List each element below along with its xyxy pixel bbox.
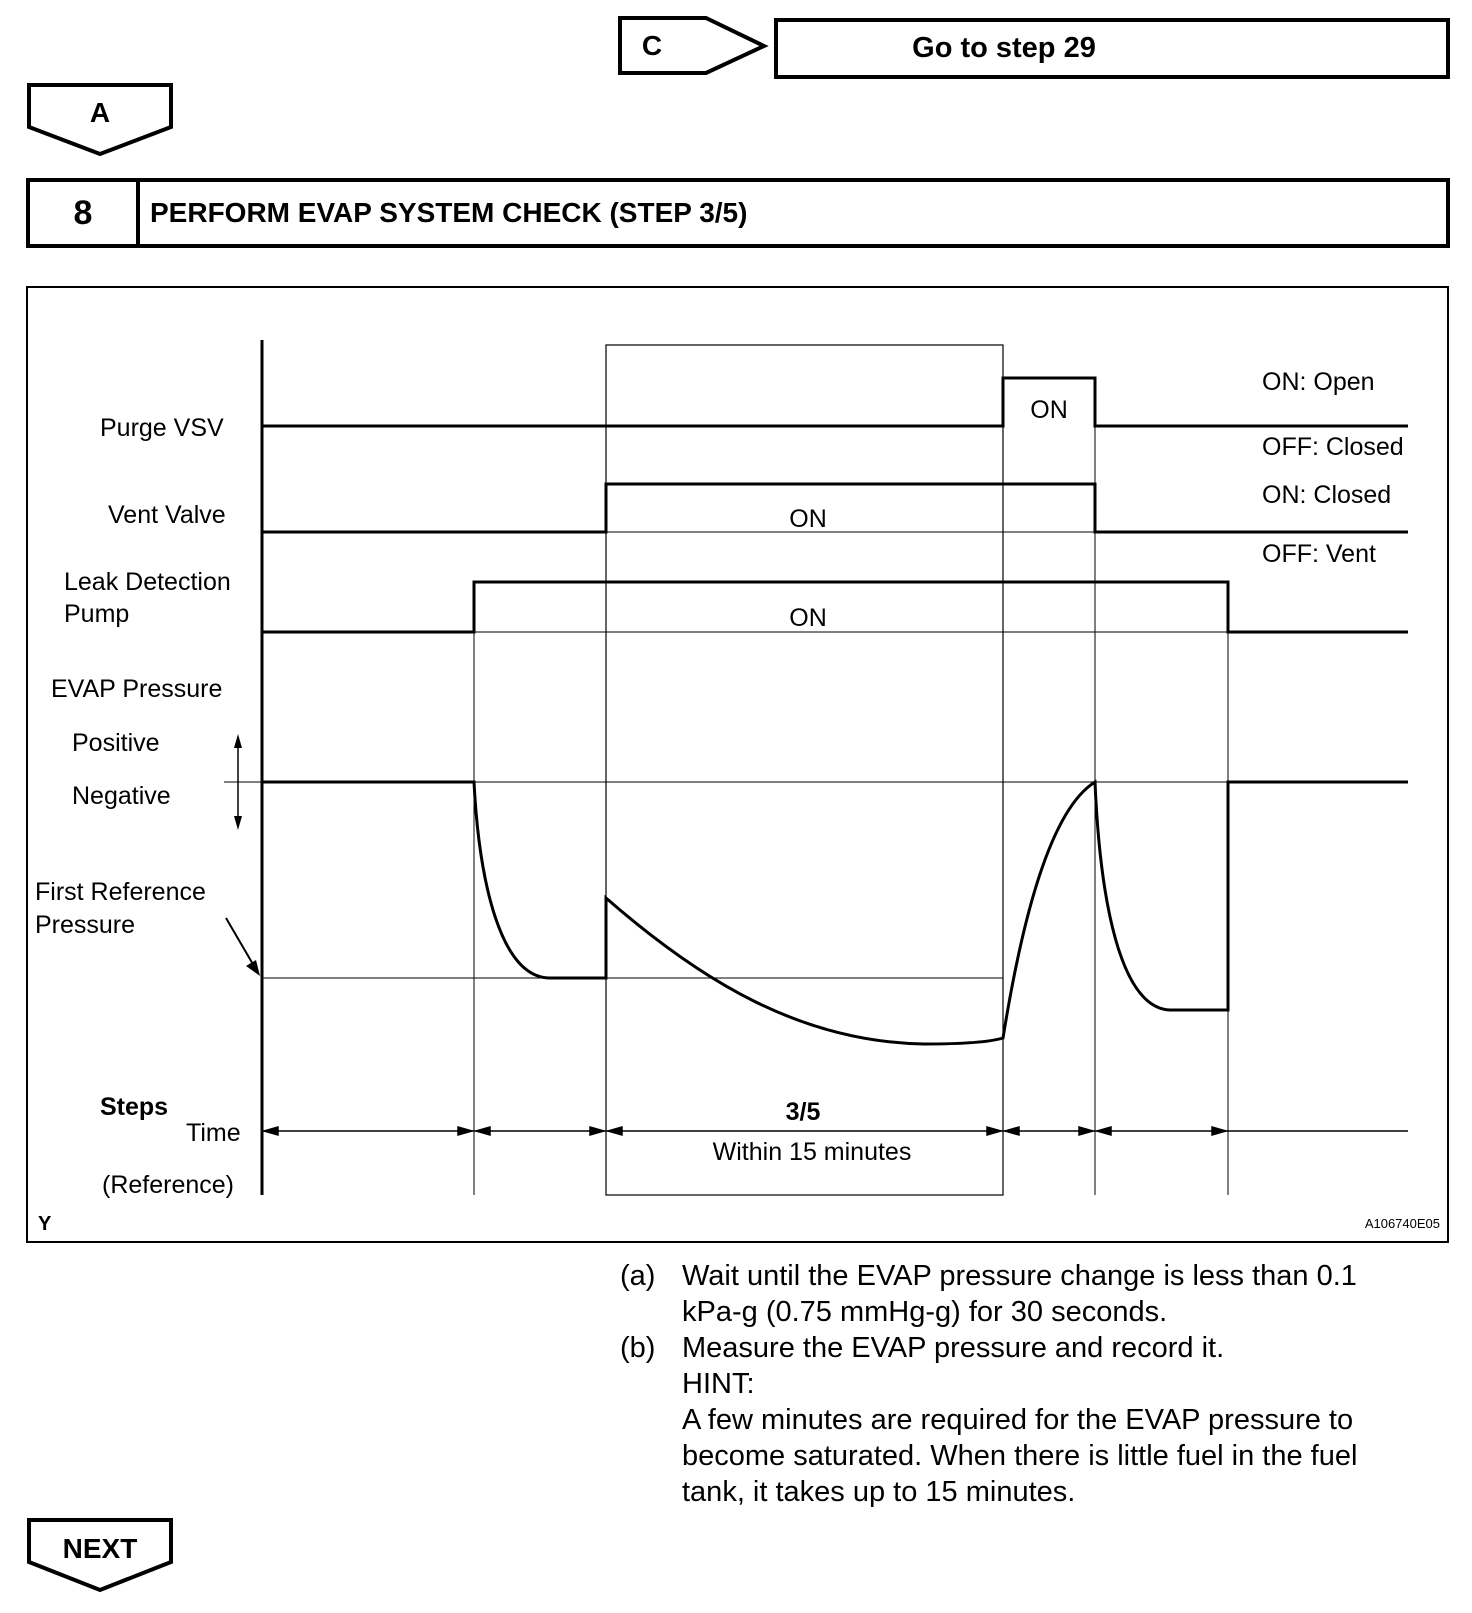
label-first-ref-1: First Reference — [35, 878, 206, 906]
step-title: PERFORM EVAP SYSTEM CHECK (STEP 3/5) — [150, 197, 748, 228]
go-to-step-label: Go to step 29 — [912, 32, 1096, 64]
instruction-line: Wait until the EVAP pressure change is less than 0.1 — [682, 1260, 1357, 1292]
instruction-line: become saturated. When there is little fuel in the fuel — [682, 1440, 1358, 1472]
timing-diagram — [27, 287, 1448, 1242]
label-purge-vsv: Purge VSV — [100, 414, 224, 442]
label-steps: Steps — [100, 1093, 169, 1121]
branch-c-label: C — [641, 30, 663, 61]
instruction-line: kPa-g (0.75 mmHg-g) for 30 seconds. — [682, 1296, 1168, 1328]
instruction-mark: (b) — [620, 1332, 656, 1364]
purge-on-label: ON — [1030, 396, 1068, 424]
legend-vent-on: ON: Closed — [1262, 481, 1392, 509]
label-reference: (Reference) — [102, 1171, 234, 1199]
next-button[interactable] — [29, 1520, 171, 1590]
branch-a-label: A — [89, 97, 111, 128]
legend-vent-off: OFF: Vent — [1262, 540, 1376, 568]
instruction-line: A few minutes are required for the EVAP pressure to — [682, 1404, 1354, 1436]
instruction-body — [682, 1330, 1420, 1510]
label-leak-pump-2: Pump — [64, 600, 130, 628]
instruction-body — [682, 1258, 1420, 1330]
step-header — [28, 180, 1448, 246]
branch-a-button[interactable] — [29, 85, 171, 154]
label-negative: Negative — [72, 782, 171, 810]
legend-purge-off: OFF: Closed — [1262, 433, 1404, 461]
vent-on-label: ON — [789, 505, 827, 533]
label-leak-pump-1: Leak Detection — [64, 568, 231, 596]
label-vent-valve: Vent Valve — [108, 501, 226, 529]
figure-id: A106740E05 — [1364, 1216, 1440, 1231]
step-window-duration: Within 15 minutes — [712, 1138, 912, 1166]
pump-on-label: ON — [789, 604, 827, 632]
label-first-ref-2: Pressure — [35, 911, 136, 939]
label-evap-pressure: EVAP Pressure — [51, 675, 223, 703]
legend-purge-on: ON: Open — [1262, 368, 1375, 396]
label-positive: Positive — [72, 729, 160, 757]
branch-c-button[interactable] — [620, 18, 764, 73]
step-number: 8 — [73, 194, 93, 232]
label-time: Time — [186, 1119, 241, 1147]
instruction-item-b — [620, 1330, 1420, 1510]
diagram-frame — [27, 287, 1448, 1242]
instructions — [620, 1258, 1420, 1510]
instruction-line: tank, it takes up to 15 minutes. — [682, 1476, 1076, 1508]
hint-label: HINT: — [682, 1368, 755, 1400]
next-label: NEXT — [62, 1533, 138, 1564]
instruction-line: Measure the EVAP pressure and record it. — [682, 1332, 1225, 1364]
instruction-item-a — [620, 1258, 1420, 1330]
instruction-mark: (a) — [620, 1260, 656, 1292]
step-window-label: 3/5 — [785, 1098, 821, 1126]
go-to-step-box[interactable] — [776, 20, 1448, 77]
corner-mark-y: Y — [38, 1213, 52, 1235]
